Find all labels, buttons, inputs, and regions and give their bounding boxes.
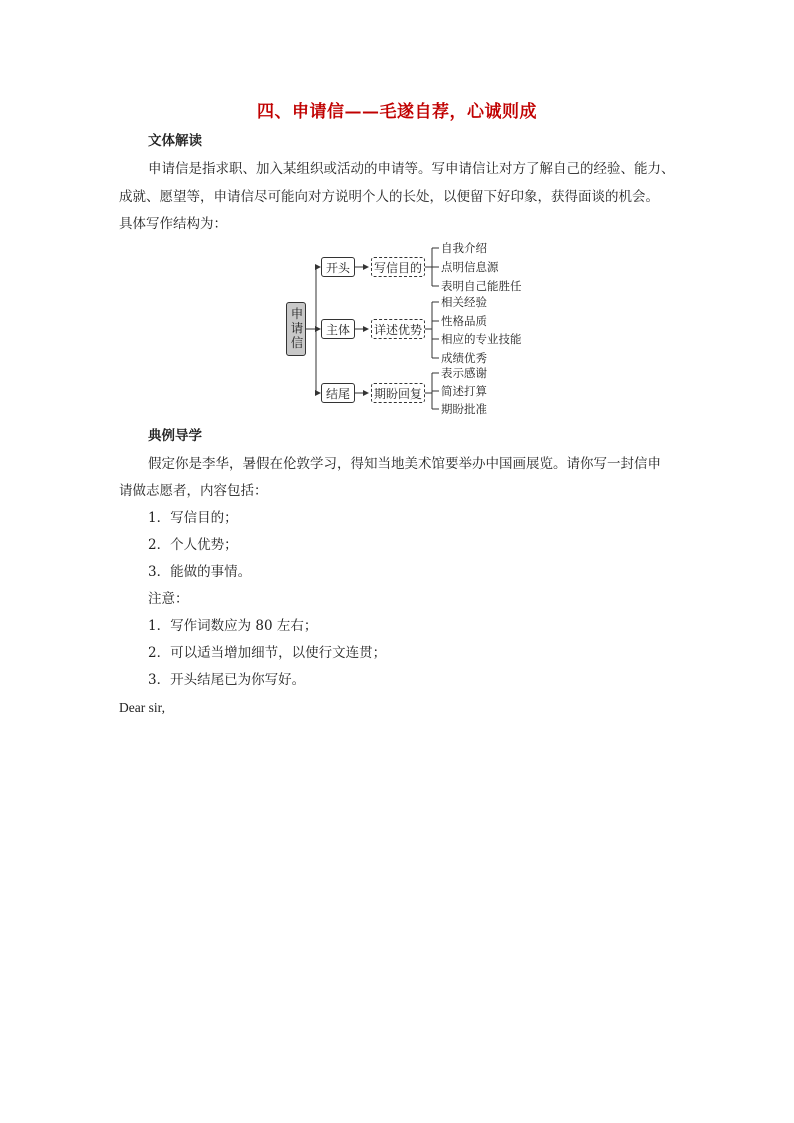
letter-salutation: Dear sir, [119, 700, 165, 715]
branch-body-node: 主体 [321, 319, 355, 339]
notes-heading: 注意： [148, 591, 189, 607]
leaf-item: 自我介绍 [441, 241, 487, 255]
intro-paragraph-line-3: 具体写作结构为： [119, 216, 227, 232]
diagram-root-node: 申请信 [286, 302, 306, 356]
section-heading-example: 典例导学 [148, 428, 202, 444]
branch-ending-node: 结尾 [321, 383, 355, 403]
purpose-node-body: 详述优势 [371, 319, 425, 339]
section-heading-genre: 文体解读 [148, 133, 202, 149]
leaf-item: 表示感谢 [441, 366, 487, 380]
leaf-item: 相关经验 [441, 295, 487, 309]
content-point-2: 2．个人优势； [148, 537, 238, 553]
structure-diagram [280, 234, 550, 420]
leaf-item: 相应的专业技能 [441, 332, 522, 346]
content-point-3: 3．能做的事情。 [148, 564, 252, 580]
intro-paragraph-line-1: 申请信是指求职、加入某组织或活动的申请等。写申请信让对方了解自己的经验、能力、 [148, 161, 675, 177]
leaf-item: 表明自己能胜任 [441, 279, 522, 293]
leaf-item: 点明信息源 [441, 260, 499, 274]
leaf-item: 简述打算 [441, 384, 487, 398]
page-title: 四、申请信——毛遂自荐，心诚则成 [257, 102, 537, 122]
purpose-node-opening: 写信目的 [371, 257, 425, 277]
content-point-1: 1．写信目的； [148, 510, 238, 526]
leaf-item: 成绩优秀 [441, 351, 487, 365]
branch-opening-node: 开头 [321, 257, 355, 277]
leaf-item: 期盼批准 [441, 402, 487, 416]
note-3: 3．开头结尾已为你写好。 [148, 672, 306, 688]
note-2: 2．可以适当增加细节，以使行文连贯； [148, 645, 387, 661]
purpose-node-ending: 期盼回复 [371, 383, 425, 403]
task-line-2: 请做志愿者，内容包括： [119, 483, 268, 499]
task-line-1: 假定你是李华，暑假在伦敦学习，得知当地美术馆要举办中国画展览。请你写一封信申 [148, 456, 661, 472]
intro-paragraph-line-2: 成就、愿望等，申请信尽可能向对方说明个人的长处，以便留下好印象，获得面谈的机会。 [119, 189, 659, 205]
note-1: 1．写作词数应为 80 左右； [148, 618, 318, 634]
leaf-item: 性格品质 [441, 314, 487, 328]
